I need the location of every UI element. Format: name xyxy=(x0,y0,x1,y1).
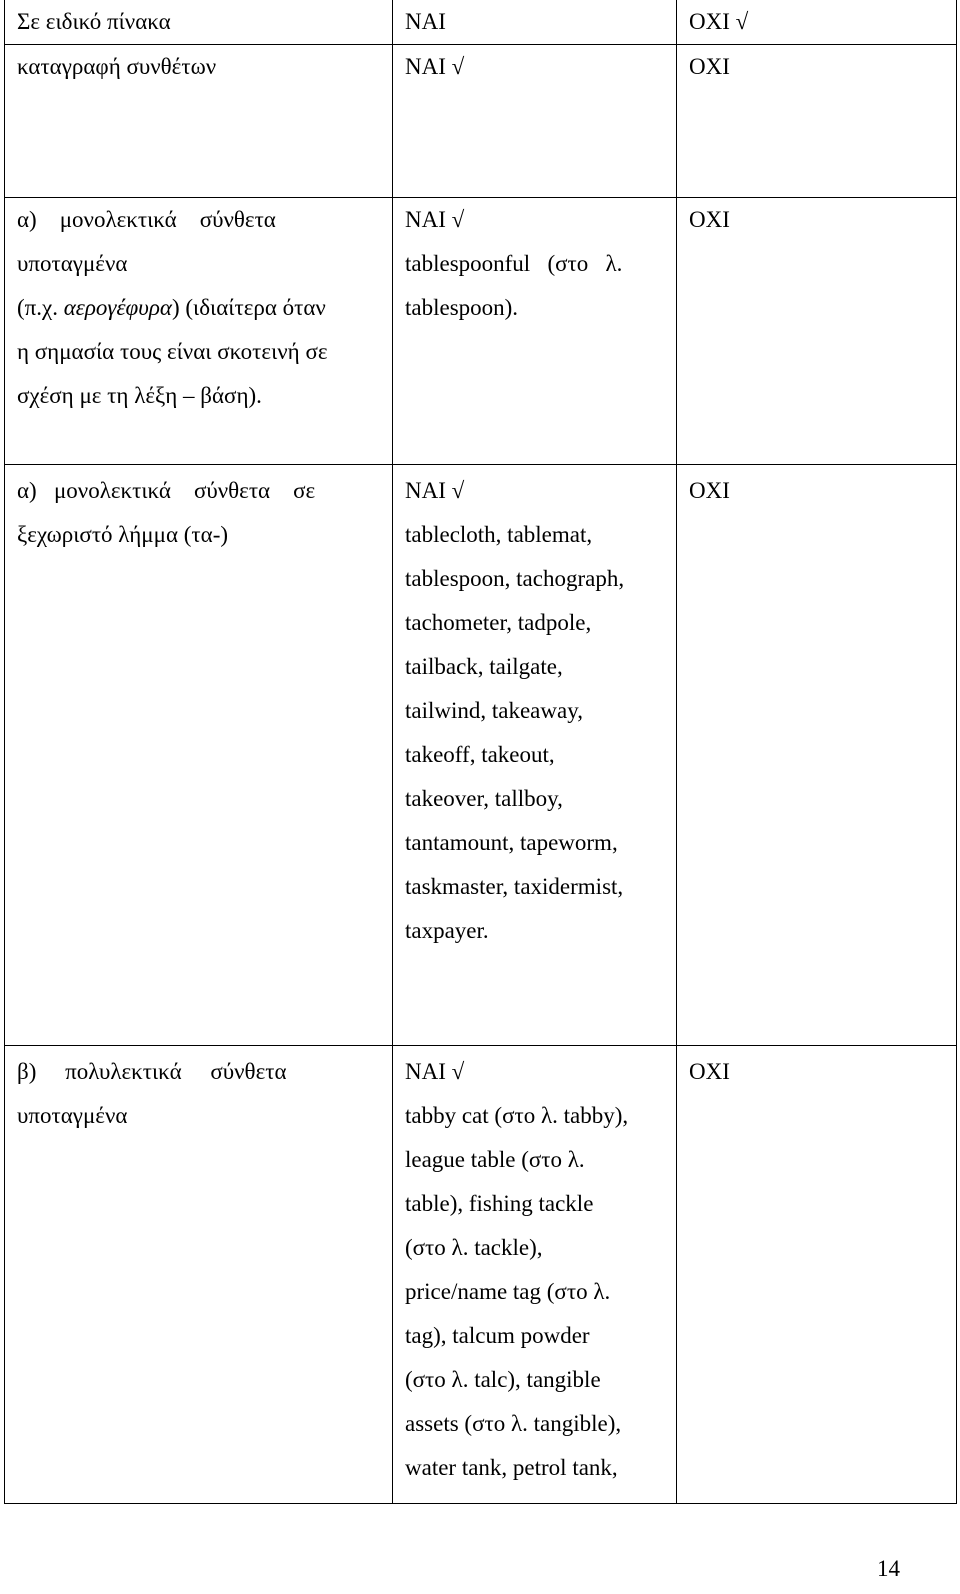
row1-yes-cell xyxy=(393,0,677,45)
cell-text: καταγραφή συνθέτων xyxy=(17,54,217,79)
cell-text: taskmaster, taxidermist, xyxy=(405,874,624,899)
row2-criterion-cell xyxy=(5,45,393,198)
table-row xyxy=(5,0,957,45)
row3-criterion-cell xyxy=(5,198,393,465)
cell-text: taxpayer. xyxy=(405,918,489,943)
cell-text: (π.χ. xyxy=(17,295,64,320)
row5-no-cell xyxy=(677,1046,957,1504)
cell-text: η σημασία τους είναι σκοτεινή σε xyxy=(17,339,328,364)
cell-text: tag), talcum powder xyxy=(405,1323,590,1348)
row5-yes-cell xyxy=(393,1046,677,1504)
cell-text: tantamount, tapeworm, xyxy=(405,830,618,855)
cell-text: ΝΑΙ √ xyxy=(405,207,465,232)
cell-text: (στο λ. tackle), xyxy=(405,1235,543,1260)
cell-text: β) πολυλεκτικά σύνθετα xyxy=(17,1059,287,1084)
cell-text: water tank, petrol tank, xyxy=(405,1455,618,1480)
row5-criterion-cell xyxy=(5,1046,393,1504)
row1-criterion-cell xyxy=(5,0,393,45)
cell-text: tablecloth, tablemat, xyxy=(405,522,593,547)
cell-text: α) μονολεκτικά σύνθετα σε xyxy=(17,478,316,503)
italic-example: αερογέφυρα xyxy=(63,295,172,320)
cell-text: ξεχωριστό λήμμα (τα-) xyxy=(17,522,229,547)
row1-no-cell xyxy=(677,0,957,45)
table-row xyxy=(5,198,957,465)
cell-text: price/name tag (στο λ. xyxy=(405,1279,611,1304)
cell-text: ΝΑΙ √ xyxy=(405,1059,465,1084)
cell-text: υποταγμένα xyxy=(17,251,128,276)
cell-text: ΟΧΙ xyxy=(689,1059,730,1084)
cell-text: (στο λ. talc), tangible xyxy=(405,1367,601,1392)
cell-text: assets (στο λ. tangible), xyxy=(405,1411,622,1436)
cell-text: tailback, tailgate, xyxy=(405,654,563,679)
cell-text: tablespoon, tachograph, xyxy=(405,566,625,591)
cell-text: ΝΑΙ √ xyxy=(405,54,465,79)
cell-text: υποταγμένα xyxy=(17,1103,128,1128)
cell-text: league table (στο λ. xyxy=(405,1147,585,1172)
cell-text: ΟΧΙ xyxy=(689,54,730,79)
table-row xyxy=(5,45,957,198)
cell-text: Σε ειδικό πίνακα xyxy=(17,9,171,34)
cell-text: tachometer, tadpole, xyxy=(405,610,592,635)
cell-text: ΟΧΙ xyxy=(689,207,730,232)
cell-text: tailwind, takeaway, xyxy=(405,698,583,723)
cell-text-line xyxy=(17,286,380,330)
cell-text: table), fishing tackle xyxy=(405,1191,594,1216)
row3-no-cell xyxy=(677,198,957,465)
page-number: 14 xyxy=(877,1556,900,1581)
cell-text: tablespoon). xyxy=(405,295,519,320)
row2-yes-cell xyxy=(393,45,677,198)
table-row xyxy=(5,1046,957,1504)
cell-text: takeoff, takeout, xyxy=(405,742,555,767)
cell-text: tabby cat (στο λ. tabby), xyxy=(405,1103,629,1128)
cell-text: ΝΑΙ √ xyxy=(405,478,465,503)
table-row xyxy=(5,465,957,1046)
row4-no-cell xyxy=(677,465,957,1046)
cell-text: tablespoonful (στο λ. xyxy=(405,251,623,276)
cell-text: ΝΑΙ xyxy=(405,9,446,34)
cell-text: ΟΧΙ xyxy=(689,478,730,503)
comparison-table xyxy=(4,0,957,1504)
cell-text: α) μονολεκτικά σύνθετα xyxy=(17,207,276,232)
cell-text: ) (ιδιαίτερα όταν xyxy=(171,295,326,320)
cell-text: ΟΧΙ √ xyxy=(689,9,749,34)
row4-yes-cell xyxy=(393,465,677,1046)
cell-text: σχέση με τη λέξη – βάση). xyxy=(17,383,262,408)
row3-yes-cell xyxy=(393,198,677,465)
row4-criterion-cell xyxy=(5,465,393,1046)
cell-text: takeover, tallboy, xyxy=(405,786,563,811)
row2-no-cell xyxy=(677,45,957,198)
